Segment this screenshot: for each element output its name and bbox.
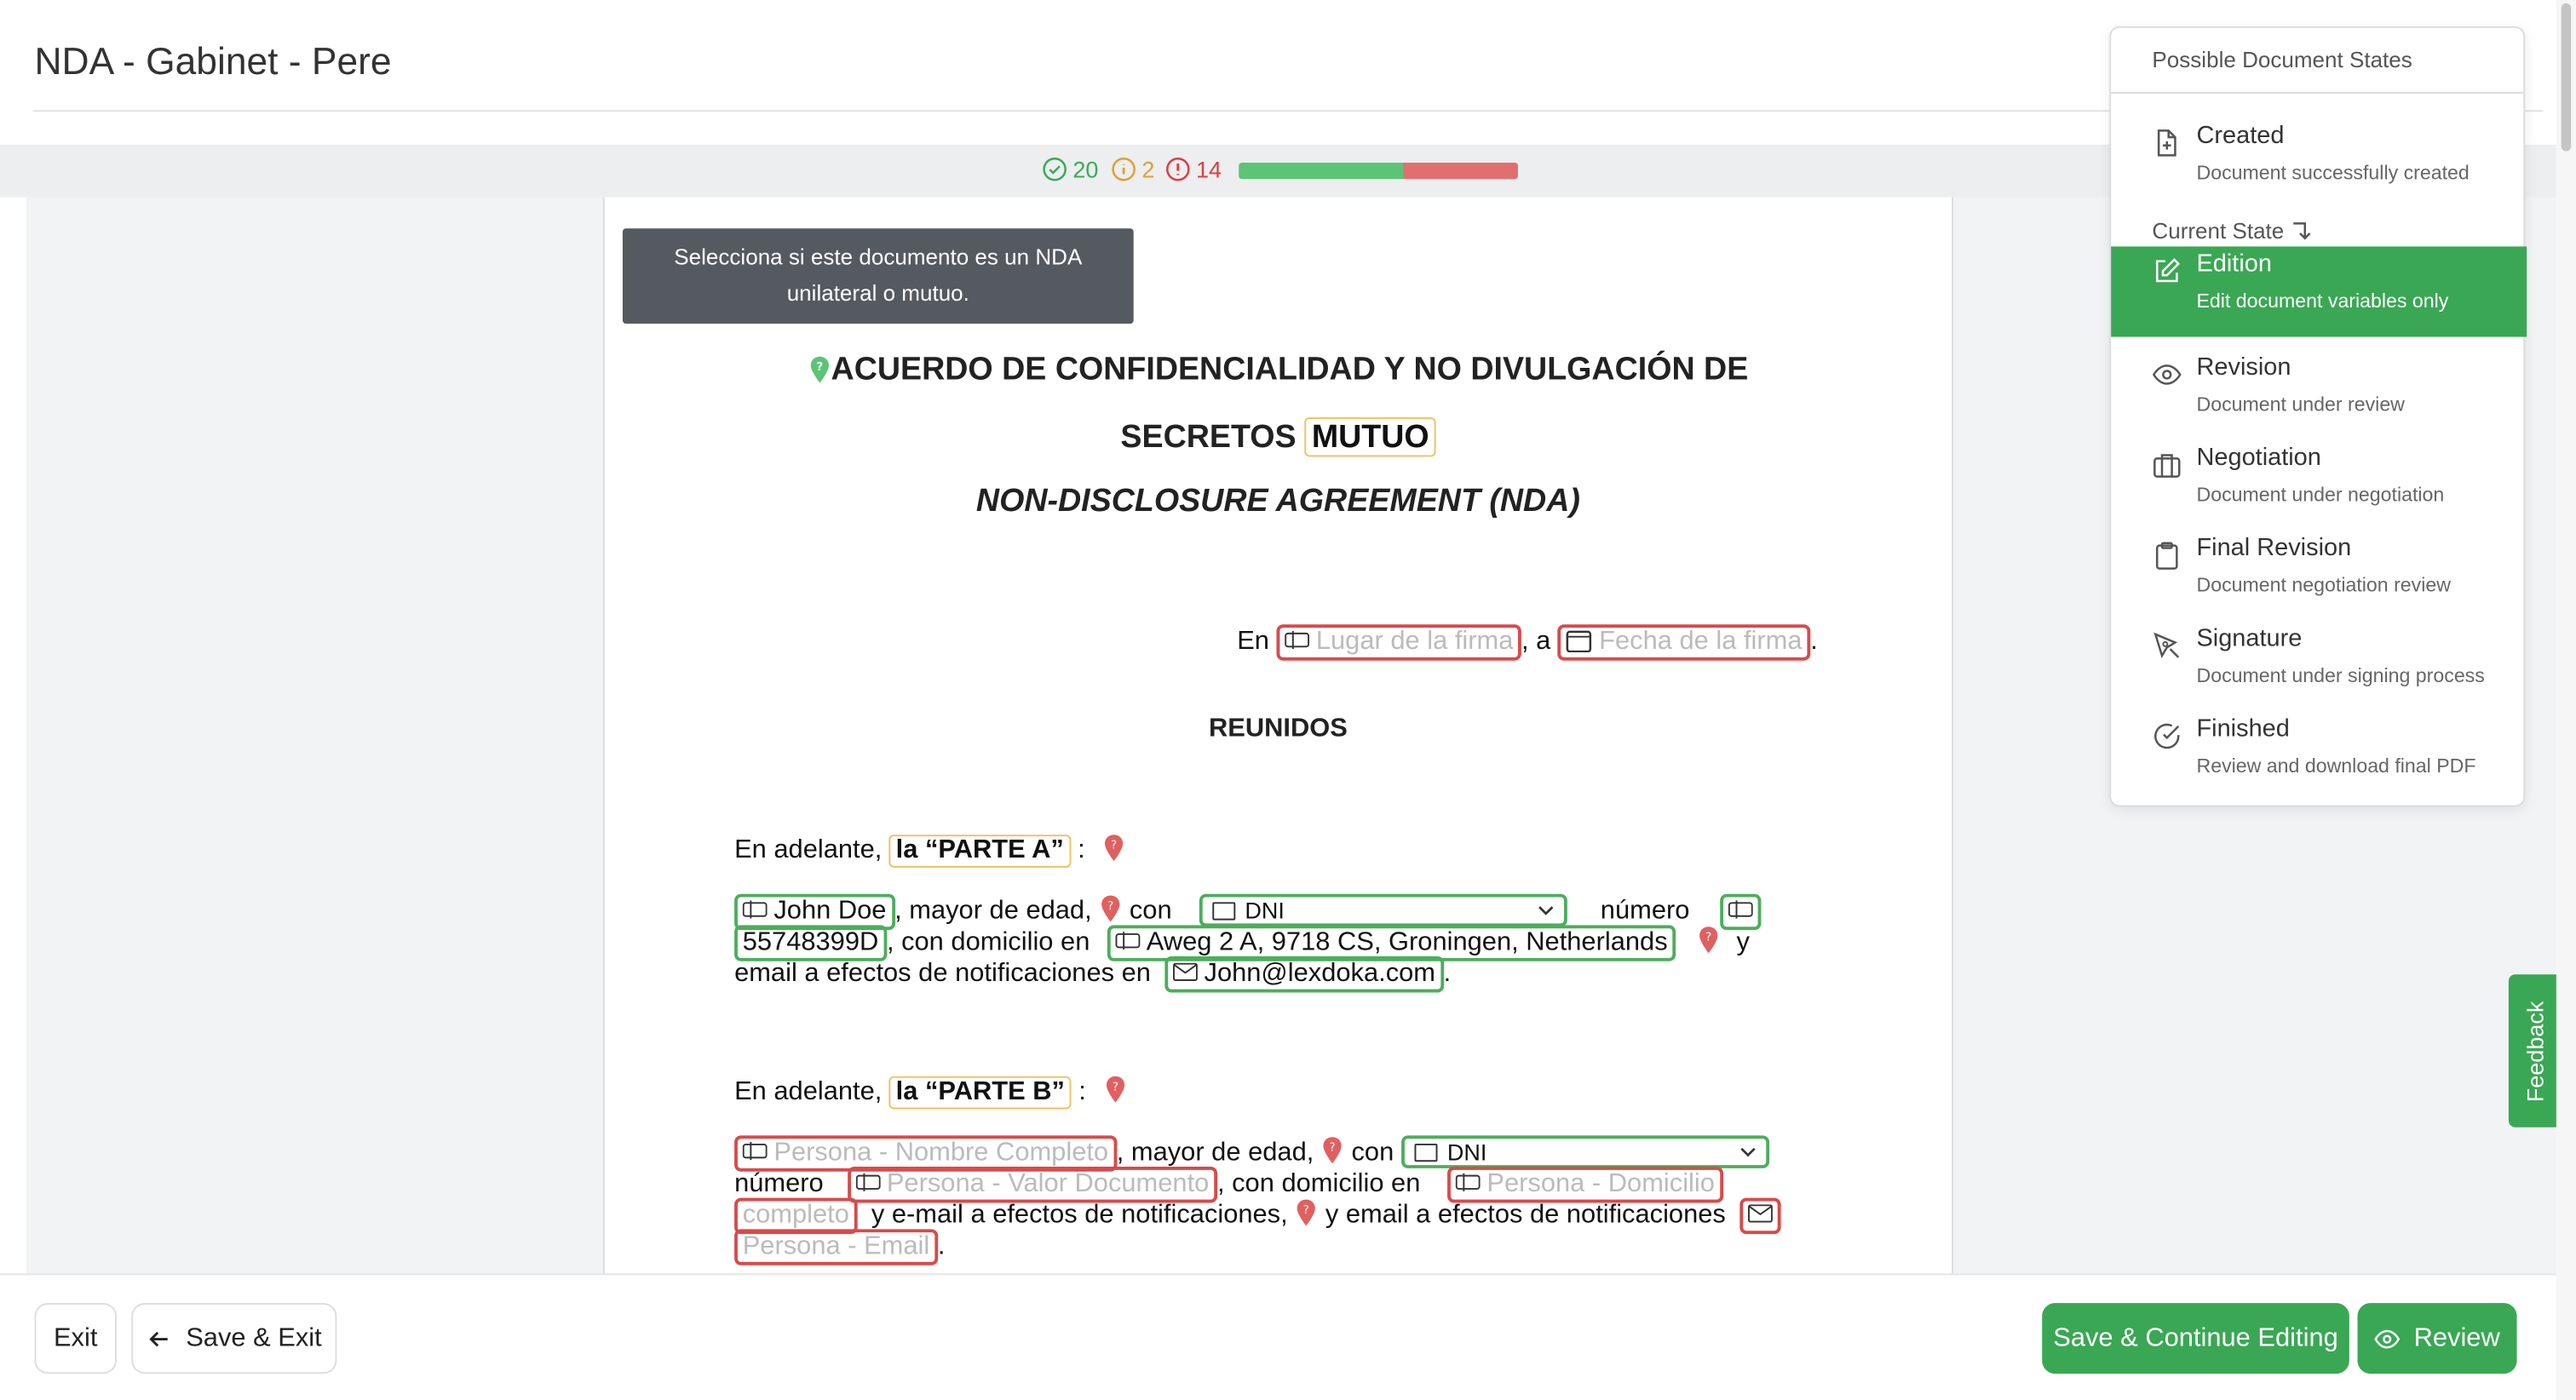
party-a-text-1: , mayor de edad, (894, 897, 1092, 926)
text-field-icon (1456, 1173, 1481, 1191)
place-suffix: . (1810, 628, 1818, 656)
party-b-text-7: . (937, 1232, 946, 1260)
place-field-placeholder: Lugar de la firma (1315, 628, 1514, 656)
party-a-email-value: John@lexdoka.com (1204, 959, 1435, 988)
save-exit-button[interactable] (131, 1303, 336, 1374)
state-item-edition[interactable] (2111, 246, 2527, 336)
state-desc: Document successfully created (2196, 161, 2470, 185)
calendar-icon (1567, 629, 1593, 652)
eye-icon (2374, 1325, 2401, 1351)
party-a-heading (734, 833, 1125, 868)
text-field-icon (1728, 900, 1753, 918)
party-a-label-field[interactable]: la “PARTE A” (889, 835, 1071, 868)
envelope-icon (1173, 963, 1198, 981)
valid-count (1042, 156, 1099, 182)
arrow-left-icon (147, 1325, 173, 1351)
state-label: Final Revision (2196, 534, 2352, 562)
eye-icon (2152, 360, 2182, 390)
alert-circle-icon (1164, 156, 1191, 182)
state-desc: Document under signing process (2196, 663, 2485, 687)
state-desc: Document negotiation review (2196, 573, 2451, 597)
party-a-address-value: Aweg 2 A, 9718 CS, Groningen, Netherlands (1146, 928, 1668, 957)
title-text-2: SECRETOS (1120, 419, 1297, 456)
valid-count-value: 20 (1072, 156, 1099, 183)
review-button-label: Review (2413, 1323, 2500, 1352)
party-b-address-field-cont[interactable]: completo (734, 1198, 857, 1234)
state-item-finished[interactable] (2111, 712, 2527, 802)
pen-tool-icon (2152, 631, 2182, 661)
party-b-text-4: , con domicilio en (1216, 1169, 1421, 1198)
party-a-email-field[interactable] (1164, 956, 1443, 992)
text-field-icon (1285, 631, 1309, 649)
envelope-icon (1748, 1204, 1773, 1222)
save-exit-button-label: Save & Exit (186, 1323, 322, 1352)
party-b-email-field[interactable]: Persona - Email (734, 1229, 938, 1265)
warning-count (1111, 156, 1155, 182)
party-b-text-5: y e-mail a efectos de notificaciones, (871, 1201, 1288, 1230)
party-a-name-value: John Doe (773, 897, 887, 926)
state-label: Finished (2196, 714, 2290, 743)
party-a-prefix: En adelante, (734, 836, 883, 864)
state-label: Created (2196, 121, 2285, 150)
svg-text:?: ? (1110, 838, 1117, 852)
red-pin-icon[interactable] (1103, 1075, 1126, 1105)
state-item-revision[interactable] (2111, 350, 2527, 440)
svg-text:?: ? (816, 360, 823, 375)
document-title-line-2 (690, 417, 1866, 456)
save-continue-button-label: Save & Continue Editing (2053, 1323, 2338, 1352)
svg-text:?: ? (1329, 1140, 1336, 1155)
review-button[interactable] (2357, 1303, 2516, 1374)
tooltip-line-2: unilateral o mutuo. (786, 280, 969, 306)
party-b-label-field[interactable]: la “PARTE B” (889, 1076, 1072, 1110)
party-b-name-placeholder: Persona - Nombre Completo (773, 1139, 1109, 1168)
save-continue-button[interactable] (2042, 1303, 2349, 1374)
party-b-email-field-start[interactable] (1739, 1198, 1780, 1234)
page-title: NDA - Gabinet - Pere (34, 39, 392, 83)
list-icon (1212, 902, 1235, 920)
party-b-prefix: En adelante, (734, 1077, 883, 1106)
list-icon (1414, 1144, 1437, 1162)
state-desc: Document under review (2196, 393, 2405, 416)
party-a-text-6: email a efectos de notificaciones en (734, 959, 1151, 988)
party-a-number-field[interactable]: 55748399D (734, 925, 887, 961)
red-pin-icon[interactable] (1321, 1135, 1344, 1165)
states-menu-header: Possible Document States (2152, 47, 2412, 72)
place-field[interactable] (1277, 624, 1521, 660)
state-label: Signature (2196, 624, 2303, 653)
green-pin-icon[interactable] (808, 355, 831, 385)
red-pin-icon[interactable] (1099, 894, 1122, 924)
party-a-text-2: con (1129, 897, 1172, 926)
svg-text:?: ? (1107, 899, 1114, 914)
scrollbar-thumb[interactable] (2562, 3, 2572, 152)
bottom-action-bar (0, 1273, 2556, 1400)
check-circle-icon (1042, 156, 1068, 182)
state-desc: Edit document variables only (2196, 289, 2449, 313)
state-item-final-revision[interactable] (2111, 531, 2527, 621)
progress-error-segment (1404, 163, 1518, 179)
document-states-menu (2109, 26, 2525, 807)
chevron-down-icon (1739, 1144, 1756, 1160)
clipboard-icon (2152, 541, 2182, 571)
party-a-document-type-select[interactable] (1199, 894, 1567, 927)
check-circle-icon (2152, 721, 2182, 751)
svg-text:?: ? (1111, 1080, 1118, 1094)
briefcase-icon (2152, 450, 2182, 480)
party-b-document-type-select[interactable] (1401, 1135, 1769, 1168)
exit-button-label: Exit (53, 1323, 98, 1352)
red-pin-icon[interactable] (1295, 1198, 1318, 1228)
date-field[interactable] (1558, 624, 1810, 660)
text-field-icon (743, 900, 768, 918)
state-item-created[interactable] (2111, 118, 2527, 209)
text-field-icon (855, 1173, 880, 1191)
svg-text:?: ? (1705, 930, 1711, 944)
party-b-number-placeholder: Persona - Valor Documento (886, 1169, 1210, 1198)
info-circle-icon (1111, 156, 1137, 182)
file-plus-icon (2152, 129, 2182, 158)
text-field-icon (743, 1142, 768, 1160)
progress-valid-segment (1239, 163, 1403, 179)
red-pin-icon[interactable] (1102, 833, 1125, 863)
party-a-doc-type-value: DNI (1245, 897, 1285, 924)
help-tooltip (623, 228, 1134, 324)
nda-type-field[interactable]: MUTUO (1305, 417, 1435, 456)
party-b-text-3: número (734, 1169, 824, 1198)
state-label: Edition (2196, 250, 2272, 278)
state-item-negotiation[interactable] (2111, 440, 2527, 531)
party-a-line-3 (734, 956, 1451, 992)
red-pin-icon[interactable] (1696, 925, 1719, 955)
document-subtitle: NON-DISCLOSURE AGREEMENT (NDA) (975, 483, 1580, 519)
error-count-value: 14 (1195, 156, 1222, 183)
completion-progress-bar (1239, 163, 1518, 179)
party-b-line-4 (734, 1229, 945, 1265)
page-scrollbar[interactable] (2556, 0, 2576, 1400)
chevron-down-icon (1538, 902, 1554, 918)
reunidos-heading: REUNIDOS (1208, 714, 1348, 743)
party-b-text-1: , mayor de edad, (1116, 1139, 1314, 1168)
corner-down-right-icon (2291, 220, 2314, 243)
place-date-line (1237, 624, 1818, 660)
tooltip-line-1: Selecciona si este documento es un NDA (674, 244, 1083, 270)
state-label: Revision (2196, 353, 2291, 382)
state-desc: Review and download final PDF (2196, 754, 2476, 777)
feedback-label: Feedback (2521, 1000, 2548, 1102)
text-field-icon (1115, 932, 1140, 950)
edit-icon (2152, 256, 2182, 286)
place-prefix: En (1237, 628, 1269, 656)
exit-button[interactable] (34, 1303, 116, 1374)
party-a-text-5: y (1736, 928, 1750, 957)
party-b-address-placeholder: Persona - Domicilio (1486, 1169, 1715, 1198)
party-b-heading (734, 1075, 1126, 1110)
party-a-text-4: , con domicilio en (886, 928, 1090, 957)
party-a-text-3: número (1600, 897, 1690, 926)
party-b-text-2: con (1351, 1139, 1394, 1168)
place-mid: , a (1521, 628, 1551, 656)
party-a-text-7: . (1443, 959, 1452, 988)
party-b-text-6: y email a efectos de notificaciones (1325, 1201, 1726, 1230)
title-text-1: ACUERDO DE CONFIDENCIALIDAD Y NO DIVULGACIÓN DE (831, 351, 1749, 388)
svg-text:?: ? (1303, 1202, 1310, 1217)
state-desc: Document under negotiation (2196, 483, 2445, 507)
party-b-doc-type-value: DNI (1446, 1139, 1487, 1166)
current-state-label (2152, 219, 2314, 244)
document-title-line-1 (690, 352, 1866, 389)
state-label: Negotiation (2196, 443, 2321, 472)
error-count (1164, 156, 1222, 182)
current-state-text: Current State (2152, 218, 2285, 244)
menu-divider (2111, 92, 2523, 94)
state-item-signature[interactable] (2111, 621, 2527, 711)
feedback-tab[interactable] (2509, 974, 2560, 1127)
date-field-placeholder: Fecha de la firma (1599, 628, 1803, 656)
party-b-colon: : (1078, 1077, 1086, 1106)
warning-count-value: 2 (1141, 156, 1155, 183)
party-a-colon: : (1078, 836, 1085, 864)
